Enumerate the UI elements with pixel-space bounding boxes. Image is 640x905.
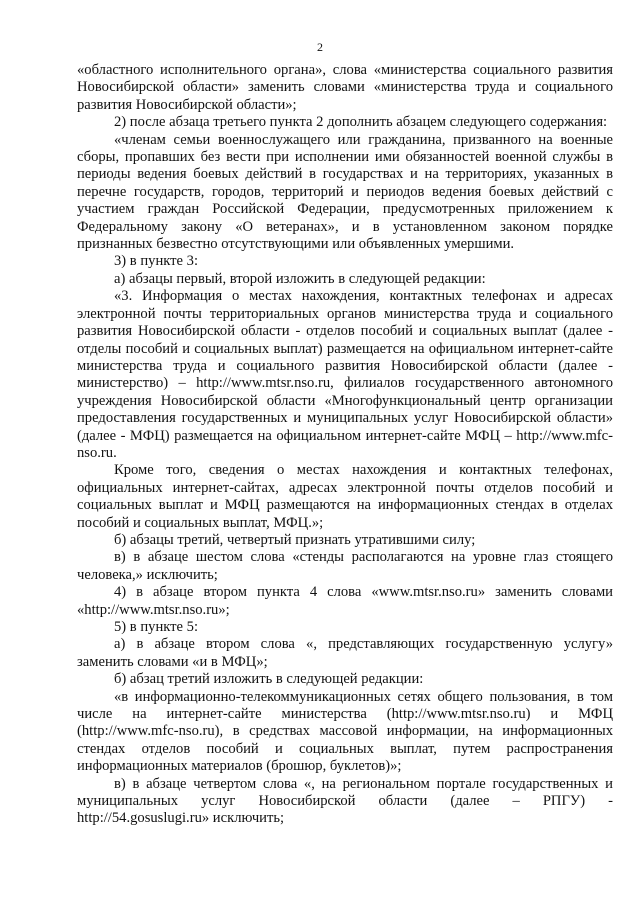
document-body — [77, 62, 613, 828]
paragraph-5-subitem-a: а) в абзаце втором слова «, представляющих государственную услугу» заменить словами «и в МФЦ»; — [77, 636, 613, 670]
paragraph-5-subitem-b: б) абзац третий изложить в следующей редакции: — [114, 671, 424, 688]
paragraph-subitem-b: б) абзацы третий, четвертый признать утратившими силу; — [114, 531, 476, 548]
paragraph-item-3: 3) в пункте 3: — [114, 253, 199, 270]
paragraph-subitem-v: в) в абзаце шестом слова «стенды располагаются на уровне глаз стоящего человека,» исключить; — [77, 549, 613, 583]
paragraph-5-subitem-v: в) в абзаце четвертом слова «, на региональном портале государственных и муниципальных услуг Новосибирской области (далее – РПГУ) - http://54.gosuslugi.ru» исключить; — [77, 775, 613, 827]
paragraph-quoted-info: «3. Информация о местах нахождения, контактных телефонах и адресах электронной почты территориальных органов министерства труда и социального развития Новосибирской области - отделов пособий и социальных выплат (далее - отделы пособий и социальных выплат) размещается на официальном интернет-сайте министерства труда и социального развития Новосибирской области (далее - министерство) – http://www.mtsr.nso.ru, филиалов государственного автономного учреждения Новосибирской области «Многофункциональный центр организации предоставления государственных и муниципальных услуг Новосибирской области» (далее - МФЦ) размещается на официальном интернет-сайте МФЦ – http://www.mfc-nso.ru. — [77, 288, 613, 461]
paragraph-quoted-addition: «членам семьи военнослужащего или гражданина, призванного на военные сборы, пропавших без вести при исполнении ими обязанностей военной службы в периоды ведения боевых действий в государствах и на территориях, указанных в перечне государств, городов, территорий и периодов ведения боевых действий с участием граждан Российской Федерации, предусмотренных приложением к Федеральному закону «О ветеранах», и в установленном законом порядке признанных безвестно отсутствующими или объявленных умершими. — [77, 131, 613, 253]
paragraph-quoted-info-cont: Кроме того, сведения о местах нахождения и контактных телефонах, официальных интернет-сайтах, адресах электронной почты отделов пособий и социальных выплат и МФЦ размещаются на информационных стендах в отделах пособий и социальных выплат, МФЦ.»; — [77, 462, 613, 531]
paragraph-subitem-a: а) абзацы первый, второй изложить в следующей редакции: — [114, 270, 486, 287]
paragraph-item-2: 2) после абзаца третьего пункта 2 дополнить абзацем следующего содержания: — [114, 114, 608, 131]
paragraph-item-4: 4) в абзаце втором пункта 4 слова «www.mtsr.nso.ru» заменить словами «http://www.mtsr.nso.ru»; — [77, 584, 613, 618]
page-number: 2 — [317, 40, 323, 54]
paragraph-continuation: «областного исполнительного органа», слова «министерства социального развития Новосибирской области» заменить словами «министерства труда и социального развития Новосибирской области»; — [77, 62, 613, 113]
paragraph-item-5: 5) в пункте 5: — [114, 619, 199, 635]
paragraph-quoted-channels: «в информационно-телекоммуникационных сетях общего пользования, в том числе на интернет-сайте министерства (http://www.mtsr.nso.ru) и МФЦ (http://www.mfc-nso.ru), в средствах массовой информации, на информационных стендах отделов пособий и социальных выплат, путем распространения информационных материалов (брошюр, буклетов)»; — [77, 688, 613, 775]
